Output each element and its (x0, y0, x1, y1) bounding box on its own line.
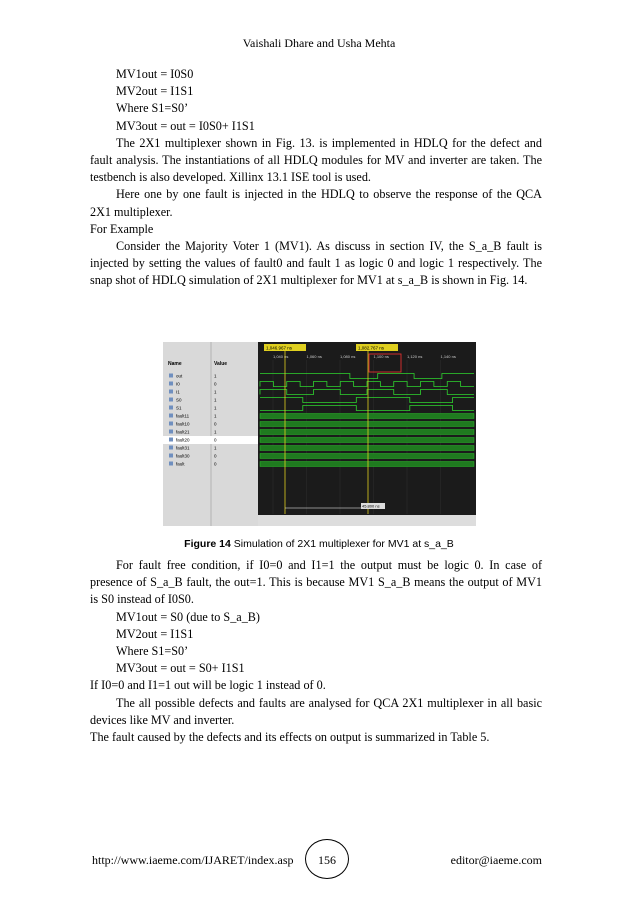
paragraph: The fault caused by the defects and its effects on output is summarized in Table 5. (90, 730, 490, 745)
cursor-2-label: 1,082.767 ns (358, 345, 385, 351)
signal-icon (169, 446, 173, 450)
equation: Where S1=S0’ (116, 101, 189, 116)
col-value-header: Value (214, 361, 228, 367)
signal-icon (169, 398, 173, 402)
signal-value: 0 (214, 421, 217, 427)
equation: MV2out = I1S1 (116, 84, 194, 99)
bus-trace (260, 430, 474, 435)
signal-icon (169, 422, 173, 426)
signal-icon (169, 382, 173, 386)
bus-trace (260, 462, 474, 467)
delta-label: 45.800 ns (362, 503, 380, 509)
signal-name: out (176, 373, 183, 379)
paragraph: Here one by one fault is injected in the HDLQ to observe the response of the QCA 2X1 multiplexer. (90, 187, 542, 219)
equation: MV1out = S0 (due to S_a_B) (116, 609, 260, 624)
signal-name: I1 (176, 389, 180, 395)
signal-value: 1 (214, 405, 217, 411)
bus-trace (260, 446, 474, 451)
signal-value: 1 (214, 373, 217, 379)
paragraph: For Example (90, 221, 154, 236)
bus-trace (260, 422, 474, 427)
time-tick-label: 1,040 ns (273, 354, 289, 359)
footer-url[interactable]: http://www.iaeme.com/IJARET/index.asp (92, 853, 294, 867)
signal-name: fault30 (176, 453, 190, 459)
signal-value: 0 (214, 437, 217, 443)
signal-value: 1 (214, 413, 217, 419)
paragraph: For fault free condition, if I0=0 and I1=1 the output must be logic 0. In case of presence of S_a_B fault, the out=1. This is because MV1 S_a_B means the output of MV1 is S0 instead of I0S0. (90, 558, 542, 607)
time-tick-label: 1,140 ns (440, 354, 456, 359)
section-bottom (90, 557, 542, 746)
time-tick-label: 1,080 ns (340, 354, 356, 359)
equation: MV1out = I0S0 (116, 67, 194, 81)
time-tick-label: 1,100 ns (373, 354, 389, 359)
waveform-svg (163, 342, 476, 526)
signal-name: fault21 (176, 429, 190, 435)
signal-icon (169, 390, 173, 394)
simulation-screenshot (163, 342, 476, 526)
signal-name: S1 (176, 405, 182, 411)
signal-value: 1 (214, 445, 217, 451)
signal-name: fault11 (176, 413, 190, 419)
signal-icon (169, 414, 173, 418)
page-footer (0, 847, 638, 875)
equation: MV3out = out = S0+ I1S1 (116, 661, 245, 676)
time-axis (258, 515, 476, 526)
caption-text: Simulation of 2X1 multiplexer for MV1 at s_a_B (230, 538, 454, 550)
signal-icon (169, 438, 173, 442)
signal-name: fault (176, 461, 185, 467)
signal-name: I0 (176, 381, 180, 387)
signal-icon (169, 462, 173, 466)
bus-trace (260, 454, 474, 459)
caption-label: Figure 14 (184, 538, 231, 550)
equation: Where S1=S0’ (116, 644, 189, 659)
signal-icon (169, 406, 173, 410)
paragraph: If I0=0 and I1=1 out will be logic 1 instead of 0. (90, 678, 326, 693)
signal-name: S0 (176, 397, 182, 403)
equation: MV3out = out = I0S0+ I1S1 (116, 118, 255, 133)
paragraph: Consider the Majority Voter 1 (MV1). As discuss in section IV, the S_a_B fault is injected by setting the values of fault0 and fault 1 as logic 0 and logic 1 respectively. The snap shot of HDLQ simulation of 2X1 multiplexer for MV1 at s_a_B is shown in Fig. 14. (90, 239, 542, 288)
signal-icon (169, 430, 173, 434)
col-name-header: Name (168, 361, 182, 367)
bus-trace (260, 414, 474, 419)
footer-email[interactable]: editor@iaeme.com (450, 853, 542, 867)
paragraph: The 2X1 multiplexer shown in Fig. 13. is implemented in HDLQ for the defect and fault analysis. The instantiations of all HDLQ modules for MV and inverter are taken. The testbench is also developed. Xillinx 13.1 ISE tool is used. (90, 135, 542, 185)
cursor-1-label: 1,046.967 ns (266, 345, 293, 351)
running-header: Vaishali Dhare and Usha Mehta (242, 36, 396, 50)
signal-value: 1 (214, 397, 217, 403)
signal-name: fault31 (176, 445, 190, 451)
signal-value: 0 (214, 453, 217, 459)
time-tick-label: 1,120 ns (407, 354, 423, 359)
equation: MV2out = I1S1 (116, 626, 194, 641)
signal-value: 0 (214, 461, 217, 467)
bus-trace (260, 438, 474, 443)
signal-value: 1 (214, 429, 217, 435)
signal-value: 0 (214, 381, 217, 387)
page-number: 156 (305, 839, 349, 879)
section-top (90, 66, 542, 290)
signal-name: fault10 (176, 421, 190, 427)
signal-icon (169, 454, 173, 458)
signal-icon (169, 374, 173, 378)
time-tick-label: 1,060 ns (306, 354, 322, 359)
signal-value: 1 (214, 389, 217, 395)
paragraph: The all possible defects and faults are analysed for QCA 2X1 multiplexer in all basic devices like MV and inverter. (90, 695, 542, 727)
signal-name: fault20 (176, 437, 190, 443)
figure-caption (0, 538, 638, 550)
